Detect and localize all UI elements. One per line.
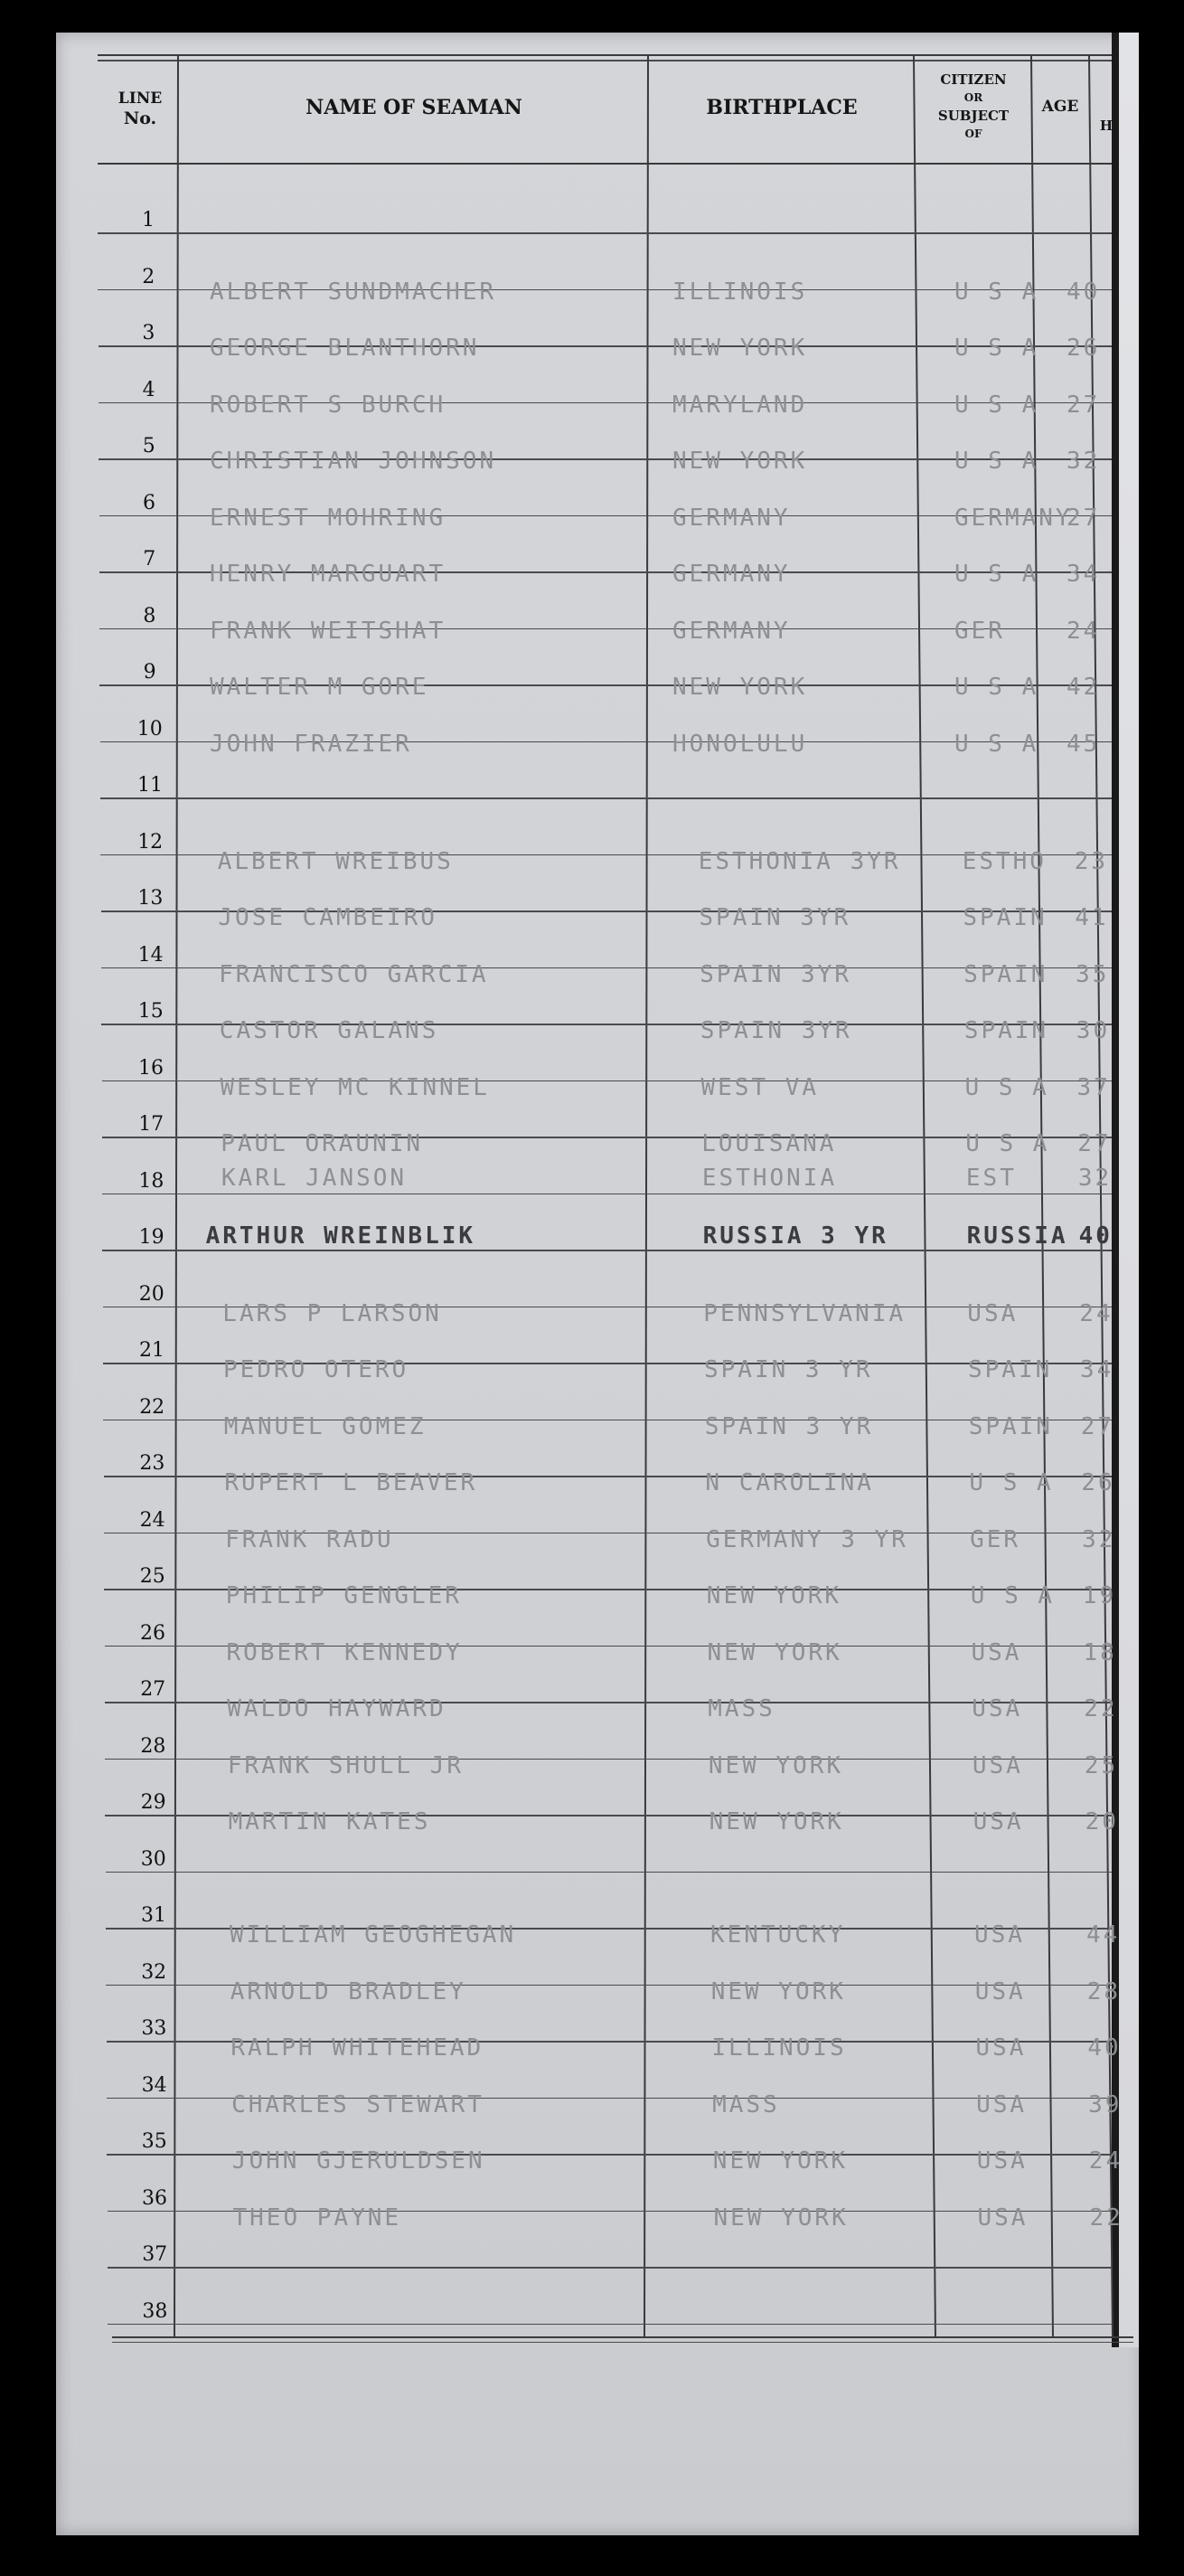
age-value: 22 [1089,2203,1123,2232]
citizenship-value: EST [965,1164,1017,1192]
seaman-name: FRANK RADU [225,1525,394,1553]
age-value: 32 [1067,448,1101,475]
seaman-name: WESLEY MC KINNEL [220,1073,490,1101]
age-value: 42 [1067,674,1101,701]
citizenship-value: ESTHO [962,847,1047,875]
line-number: 26 [140,1621,165,1645]
seaman-name: MARTIN KATES [228,1808,431,1835]
age-value: 26 [1081,1469,1115,1496]
seaman-name: ROBERT KENNEDY [226,1638,463,1666]
top-rule [98,54,1112,56]
citizenship-value: U S A [954,335,1039,362]
line-number: 5 [142,435,155,458]
seaman-name: ERNEST MOHRING [210,504,446,532]
birthplace-value: LOUISANA [701,1130,837,1157]
line-number: 20 [138,1282,164,1306]
seaman-name: PAUL ORAUNIN [221,1130,424,1157]
birthplace-value: NEW YORK [712,2147,849,2175]
age-value: 40 [1087,2034,1122,2062]
citizenship-value: USA [972,1695,1023,1722]
line-number: 35 [141,2130,167,2153]
birthplace-value: NEW YORK [672,448,808,475]
birthplace-value: ILLINOIS [672,278,808,306]
line-number: 11 [137,774,163,797]
age-value: 34 [1067,561,1101,588]
age-value: 22 [1084,1695,1118,1722]
seaman-name: WALTER M GORE [210,674,429,701]
age-value: 24 [1079,1299,1114,1327]
line-number: 36 [142,2186,167,2210]
line-number: 9 [143,661,156,684]
line-number: 21 [139,1339,164,1362]
header-citizen [916,71,1030,143]
line-number: 18 [138,1169,164,1193]
seaman-name: JOSE CAMBEIRO [218,904,437,931]
seaman-name: CHRISTIAN JOHNSON [210,448,497,475]
seaman-name: FRANCISCO GARCIA [219,960,489,988]
line-number: 6 [143,491,155,514]
birthplace-value: MARYLAND [672,391,808,419]
age-value: 45 [1067,730,1101,758]
birthplace-value: SPAIN 3 YR [704,1356,873,1383]
citizenship-value: U S A [964,1073,1049,1101]
seaman-name: CHARLES STEWART [231,2090,484,2118]
age-value: 37 [1076,1073,1111,1101]
header-citizen-2: OR [963,91,983,104]
column-divider-3 [913,56,936,2337]
age-value: 41 [1075,904,1109,931]
birthplace-value: SPAIN 3 YR [704,1412,874,1440]
seaman-name: ARNOLD BRADLEY [230,1977,466,2005]
header-age: AGE [1041,98,1079,116]
column-divider-2 [644,56,649,2337]
citizenship-value: GER [970,1525,1021,1553]
birthplace-value: GERMANY [672,504,791,532]
header-next-column-fragment: H [1099,118,1114,134]
citizenship-value: U S A [954,448,1039,475]
age-value: 44 [1086,1921,1121,1949]
line-number: 10 [136,717,163,741]
birthplace-value: KENTUCKY [710,1921,846,1949]
age-value: 40 [1078,1222,1113,1250]
row-rule [102,1194,1112,1195]
seaman-name: ROBERT S BURCH [210,391,446,419]
bottom-rule [112,2336,1133,2338]
header-line-no-top: LINE [117,90,163,108]
birthplace-value: SPAIN 3YR [699,904,851,931]
age-value: 27 [1067,504,1101,532]
seaman-name: THEO PAYNE [232,2203,402,2232]
age-value: 35 [1076,960,1110,988]
seaman-name: KARL JANSON [221,1164,408,1192]
age-value: 27 [1077,1130,1112,1157]
seaman-name: PHILIP GENGLER [225,1582,462,1609]
citizenship-value: USA [974,1977,1026,2005]
birthplace-value: HONOLULU [672,730,808,758]
age-value: 32 [1082,1525,1116,1553]
birthplace-value: GERMANY 3 YR [706,1525,908,1553]
line-number: 1 [142,209,155,231]
seaman-name: FRANK SHULL JR [227,1751,465,1779]
citizenship-value: RUSSIA [966,1222,1068,1250]
age-value: 32 [1077,1164,1113,1192]
seaman-name: LARS P LARSON [222,1299,442,1327]
line-number: 23 [139,1452,165,1475]
seaman-name: MANUEL GOMEZ [223,1412,427,1440]
birthplace-value: NEW YORK [707,1638,842,1666]
age-value: 26 [1067,335,1101,362]
right-page-border [1139,33,1184,2564]
age-value: 27 [1067,391,1101,419]
line-number: 14 [137,943,164,967]
birthplace-value: NEW YORK [709,1808,844,1835]
seaman-name: ALBERT SUNDMACHER [210,278,497,306]
birthplace-value: NEW YORK [672,674,808,701]
citizenship-value: U S A [965,1130,1050,1157]
citizenship-value: U S A [954,674,1039,701]
birthplace-value: ESTHONIA 3YR [698,847,901,875]
age-value: 20 [1085,1808,1119,1835]
seaman-name: ARTHUR WREINBLIK [205,1222,476,1250]
header-line-no-bottom: No. [123,109,157,128]
citizenship-value: SPAIN [963,1017,1049,1044]
age-value: 18 [1083,1638,1117,1666]
citizenship-value: SPAIN [968,1356,1053,1383]
citizenship-value: SPAIN [963,904,1048,931]
birthplace-value: GERMANY [672,561,791,588]
seaman-name: GEORGE BLANTHORN [210,335,480,362]
line-number: 27 [140,1678,166,1701]
citizenship-value: USA [976,2090,1028,2118]
age-value: 24 [1067,617,1101,645]
line-number: 30 [140,1847,166,1871]
birthplace-value: RUSSIA 3 YR [702,1222,888,1250]
header-name-of-seaman: NAME OF SEAMAN [305,96,522,119]
header-citizen-1: CITIZEN [940,71,1007,88]
citizenship-value: USA [972,1751,1023,1779]
seaman-name: CASTOR GALANS [219,1017,439,1044]
header-line-no [101,89,179,128]
citizenship-value: USA [971,1638,1022,1666]
birthplace-value: WEST VA [700,1073,820,1101]
citizenship-value: GER [954,617,1005,645]
age-value: 39 [1088,2090,1123,2118]
line-number: 16 [138,1056,164,1080]
line-number: 13 [137,887,164,910]
birthplace-value: MASS [708,1695,775,1722]
birthplace-value: SPAIN 3YR [700,1017,852,1044]
citizenship-value: USA [973,1808,1024,1835]
line-number: 15 [137,1000,164,1023]
birthplace-value: NEW YORK [672,335,808,362]
seaman-name: WALDO HAYWARD [227,1695,446,1722]
seaman-name: ALBERT WREIBUS [217,847,454,875]
line-number: 17 [138,1113,164,1136]
line-number: 22 [139,1395,165,1419]
age-value: 27 [1080,1412,1114,1440]
header-birthplace: BIRTHPLACE [706,96,858,119]
birthplace-value: NEW YORK [710,1977,846,2005]
line-number: 25 [139,1565,165,1588]
citizenship-value: U S A [970,1582,1056,1609]
top-rule-inner [98,60,1112,61]
line-number: 34 [141,2073,167,2097]
citizenship-value: USA [975,2034,1027,2062]
line-number: 24 [139,1508,165,1532]
birthplace-value: N CAROLINA [705,1469,874,1496]
citizenship-value: USA [977,2203,1029,2232]
row-rule [106,1872,1112,1873]
seaman-name: PEDRO OTERO [223,1356,409,1383]
line-number: 7 [143,548,156,571]
line-number: 31 [141,1904,166,1927]
citizenship-value: USA [967,1299,1019,1327]
age-value: 25 [1084,1751,1119,1779]
seaman-name: HENRY MARGUART [210,561,446,588]
birthplace-value: MASS [712,2090,780,2118]
seaman-name: WILLIAM GEOGHEGAN [230,1921,517,1949]
citizenship-value: SPAIN [963,960,1048,988]
header-citizen-4: OF [964,127,982,140]
line-number: 32 [141,1960,167,1984]
age-value: 28 [1086,1977,1121,2005]
birthplace-value: ESTHONIA [701,1164,838,1192]
birthplace-value: NEW YORK [708,1751,844,1779]
citizenship-value: U S A [954,391,1039,419]
line-number: 8 [143,604,156,627]
age-value: 24 [1088,2147,1123,2175]
row-rule [108,2267,1112,2269]
header-citizen-3: SUBJECT [937,108,1010,124]
line-number: 4 [142,378,155,401]
row-rule [108,2324,1112,2326]
birthplace-value: GERMANY [672,617,791,645]
seaman-name: JOHN GJERULDSEN [231,2147,485,2175]
seaman-name: RALPH WHITEHEAD [230,2034,484,2062]
citizenship-value: U S A [954,730,1039,758]
line-number: 38 [142,2299,168,2323]
age-value: 19 [1082,1582,1117,1609]
age-value: 23 [1074,847,1108,875]
birthplace-value: SPAIN 3YR [700,960,851,988]
row-rule [102,1250,1112,1251]
line-number: 12 [137,830,164,854]
age-value: 30 [1076,1017,1111,1044]
seaman-name: JOHN FRAZIER [210,730,412,758]
citizenship-value: SPAIN [968,1412,1053,1440]
citizenship-value: GERMANY [954,504,1073,532]
citizenship-value: U S A [954,278,1039,306]
line-number: 37 [142,2243,168,2266]
seaman-name: FRANK WEITSHAT [210,617,446,645]
birthplace-value: ILLINOIS [711,2034,847,2062]
row-rule [100,797,1112,799]
citizenship-value: U S A [969,1469,1054,1496]
birthplace-value: PENNSYLVANIA [703,1299,907,1327]
bottom-rule-inner [112,2342,1133,2344]
birthplace-value: NEW YORK [706,1582,842,1609]
line-number: 29 [140,1791,166,1814]
line-number: 3 [142,322,155,344]
line-number: 28 [140,1734,166,1758]
citizenship-value: USA [976,2147,1028,2175]
line-number: 33 [141,2017,167,2040]
citizenship-value: U S A [954,561,1039,588]
citizenship-value: USA [974,1921,1025,1949]
header-bottom-rule [98,163,1112,165]
seaman-name: RUPERT L BEAVER [224,1469,478,1496]
age-value: 34 [1080,1356,1114,1383]
line-number: 2 [142,265,155,288]
row-rule [98,232,1112,234]
birthplace-value: NEW YORK [713,2203,849,2232]
line-number: 19 [138,1226,164,1249]
age-value: 40 [1067,278,1101,306]
